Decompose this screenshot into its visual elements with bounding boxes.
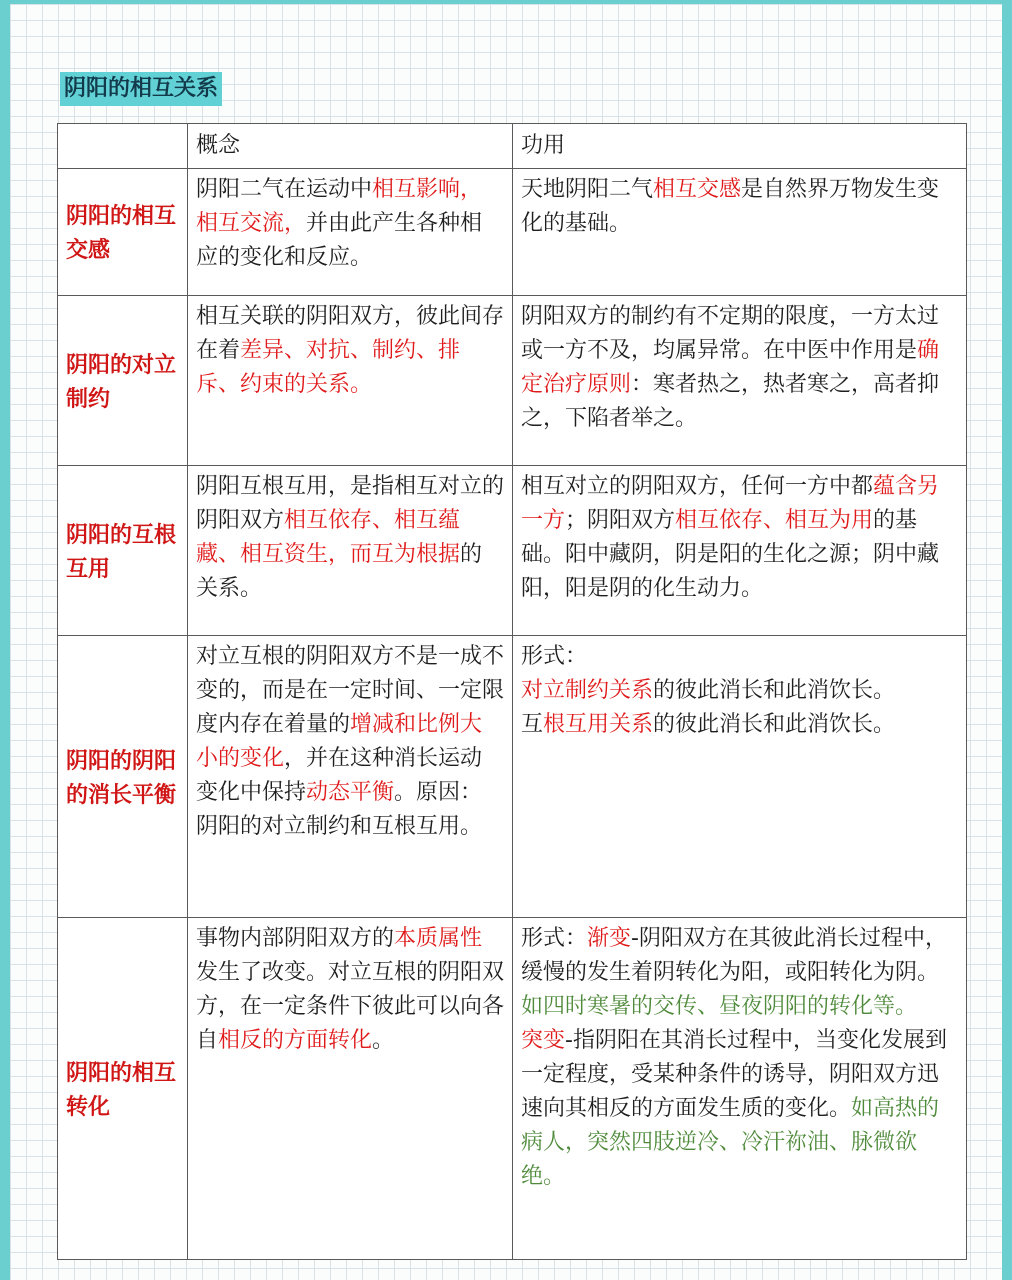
body-text: 形式： xyxy=(521,644,588,669)
highlight-text: 差异、对抗、制约、排斥、约束的关系。 xyxy=(196,338,461,397)
body-text: ：寒者热之，热者寒之，高者抑之，下陷者举之。 xyxy=(521,372,940,431)
concept-cell xyxy=(188,636,513,918)
body-text: 发生了改变。对立互根的阴阳双方，在一定条件下彼此可以向各自 xyxy=(196,960,505,1053)
body-text: -指阴阳在其消长过程中，当变化发展到一定程度，受某种条件的诱导，阴阳双方迅速向其相反的方面发生质的变化。 xyxy=(521,1028,947,1121)
concept-cell xyxy=(188,918,513,1260)
highlight-text: 对立制约关系 xyxy=(521,678,654,703)
row-label: 阴阳的阴阳的消长平衡 xyxy=(58,636,188,918)
body-text: 的基础。阳中藏阴，阴是阳的生化之源；阴中藏阳，阳是阴的化生动力。 xyxy=(521,508,940,601)
body-text: 并由此产生各种相应的变化和反应。 xyxy=(196,211,483,270)
example-text: 如高热的病人，突然四肢逆冷、冷汗祢油、脉微欲绝。 xyxy=(521,1096,940,1189)
body-text: ；阴阳双方 xyxy=(565,508,676,533)
highlight-text: 渐变 xyxy=(587,926,632,951)
page-title: 阴阳的相互关系 xyxy=(60,72,222,106)
body-text: 阴阳双方的制约有不定期的限度，一方太过或一方不及，均属异常。在中医中作用是 xyxy=(521,304,940,363)
row-label: 阴阳的相互交感 xyxy=(58,169,188,296)
highlight-text: 增减和比例大小的变化 xyxy=(196,712,483,771)
concept-cell xyxy=(188,296,513,466)
body-text: 阴阳互根互用，是指相互对立的阴阳双方 xyxy=(196,474,505,533)
table-row xyxy=(58,636,967,918)
table-header-row xyxy=(58,124,967,169)
concept-cell xyxy=(188,169,513,296)
highlight-text: 确定治疗原则 xyxy=(521,338,940,397)
table-row xyxy=(58,918,967,1260)
row-label: 阴阳的相互转化 xyxy=(58,918,188,1260)
body-text: 的关系。 xyxy=(196,542,483,601)
concept-cell xyxy=(188,466,513,636)
body-text: 对立互根的阴阳双方不是一成不变的，而是在一定时间、一定限度内存在着量的 xyxy=(196,644,505,737)
body-text: 事物内部阴阳双方的 xyxy=(196,926,395,951)
body-text: 形式： xyxy=(521,926,588,951)
highlight-text: 相反的方面转化 xyxy=(218,1028,373,1053)
header-concept: 概念 xyxy=(188,124,513,169)
body-text: 的彼此消长和此消饮长。 xyxy=(653,678,896,703)
highlight-text: 动态平衡 xyxy=(306,780,395,805)
example-text: 如四时寒暑的交传、昼夜阴阳的转化等。 xyxy=(521,994,918,1019)
body-text: -阴阳双方在其彼此消长过程中，缓慢的发生着阴转化为阳，或阳转化为阴。 xyxy=(521,926,947,985)
body-text: 互 xyxy=(521,712,544,737)
body-text: 是自然界万物发生变化的基础。 xyxy=(521,177,940,236)
row-label: 阴阳的互根互用 xyxy=(58,466,188,636)
highlight-text: 蕴含另一方 xyxy=(521,474,940,533)
header-blank xyxy=(58,124,188,169)
highlight-text: 相互依存、相互为用 xyxy=(675,508,874,533)
relations-table xyxy=(57,123,967,1260)
function-cell xyxy=(513,169,967,296)
body-text: ，并在这种消长运动变化中保持 xyxy=(196,746,483,805)
highlight-text: 相互影响，相互交流， xyxy=(196,177,483,236)
body-text: 相互关联的阴阳双方，彼此间存在着 xyxy=(196,304,505,363)
row-label: 阴阳的对立制约 xyxy=(58,296,188,466)
body-text: 。 xyxy=(372,1028,395,1053)
table-row xyxy=(58,296,967,466)
table-row xyxy=(58,466,967,636)
body-text: 天地阴阳二气 xyxy=(521,177,654,202)
body-text: 相互对立的阴阳双方，任何一方中都 xyxy=(521,474,874,499)
highlight-text: 本质属性 xyxy=(394,926,483,951)
function-cell xyxy=(513,918,967,1260)
function-cell xyxy=(513,296,967,466)
function-cell xyxy=(513,636,967,918)
body-text: 阴阳二气在运动中 xyxy=(196,177,373,202)
header-function: 功用 xyxy=(513,124,967,169)
highlight-text: 相互交感 xyxy=(653,177,742,202)
highlight-text: 突变 xyxy=(521,1028,566,1053)
body-text: 的彼此消长和此消饮长。 xyxy=(653,712,896,737)
highlight-text: 根互用关系 xyxy=(543,712,654,737)
body-text: 。原因：阴阳的对立制约和互根互用。 xyxy=(196,780,483,839)
function-cell xyxy=(513,466,967,636)
highlight-text: 相互依存、相互蕴藏、相互资生，而互为根据 xyxy=(196,508,461,567)
table-row xyxy=(58,169,967,296)
